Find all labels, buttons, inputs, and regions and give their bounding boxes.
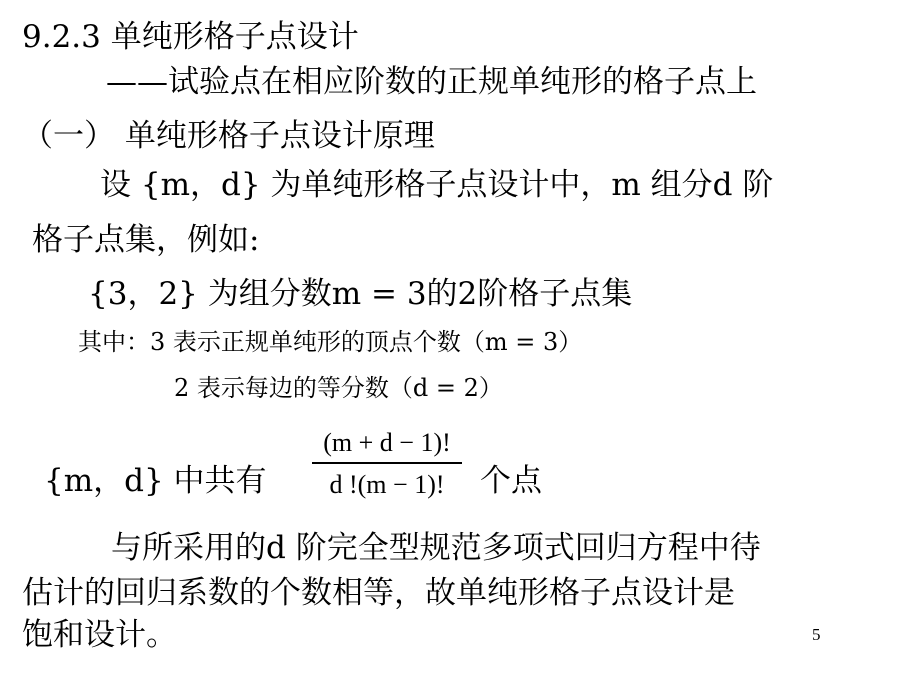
- conclusion-line-2: 估计的回归系数的个数相等，故单纯形格子点设计是: [22, 575, 735, 611]
- slide-subheading: ——试验点在相应阶数的正规单纯形的格子点上: [106, 64, 757, 100]
- formula-numerator: (m + d − 1)!: [323, 428, 451, 457]
- formula-denominator: d !(m − 1)!: [329, 469, 445, 499]
- conclusion-line-3: 饱和设计。: [22, 617, 177, 653]
- conclusion-line-1: 与所采用的d 阶完全型规范多项式回归方程中待: [111, 530, 761, 566]
- definition-line-2: 格子点集，例如:: [32, 222, 260, 258]
- count-suffix: 个点: [480, 463, 542, 499]
- slide-heading: 9.2.3 单纯形格子点设计: [22, 19, 359, 55]
- explanation-line-2: 2 表示每边的等分数（d = 2）: [174, 374, 503, 402]
- point-count-formula: [312, 428, 462, 500]
- page-number: 5: [812, 625, 821, 644]
- section-title: （一） 单纯形格子点设计原理: [22, 118, 435, 154]
- explanation-line-1: 其中：3 表示正规单纯形的顶点个数（m = 3）: [78, 328, 583, 356]
- definition-line-1: 设 {m，d} 为单纯形格子点设计中，m 组分d 阶: [100, 167, 774, 203]
- count-prefix: {m，d} 中共有: [44, 463, 267, 499]
- example-line: {3，2} 为组分数m = 3的2阶格子点集: [88, 276, 633, 312]
